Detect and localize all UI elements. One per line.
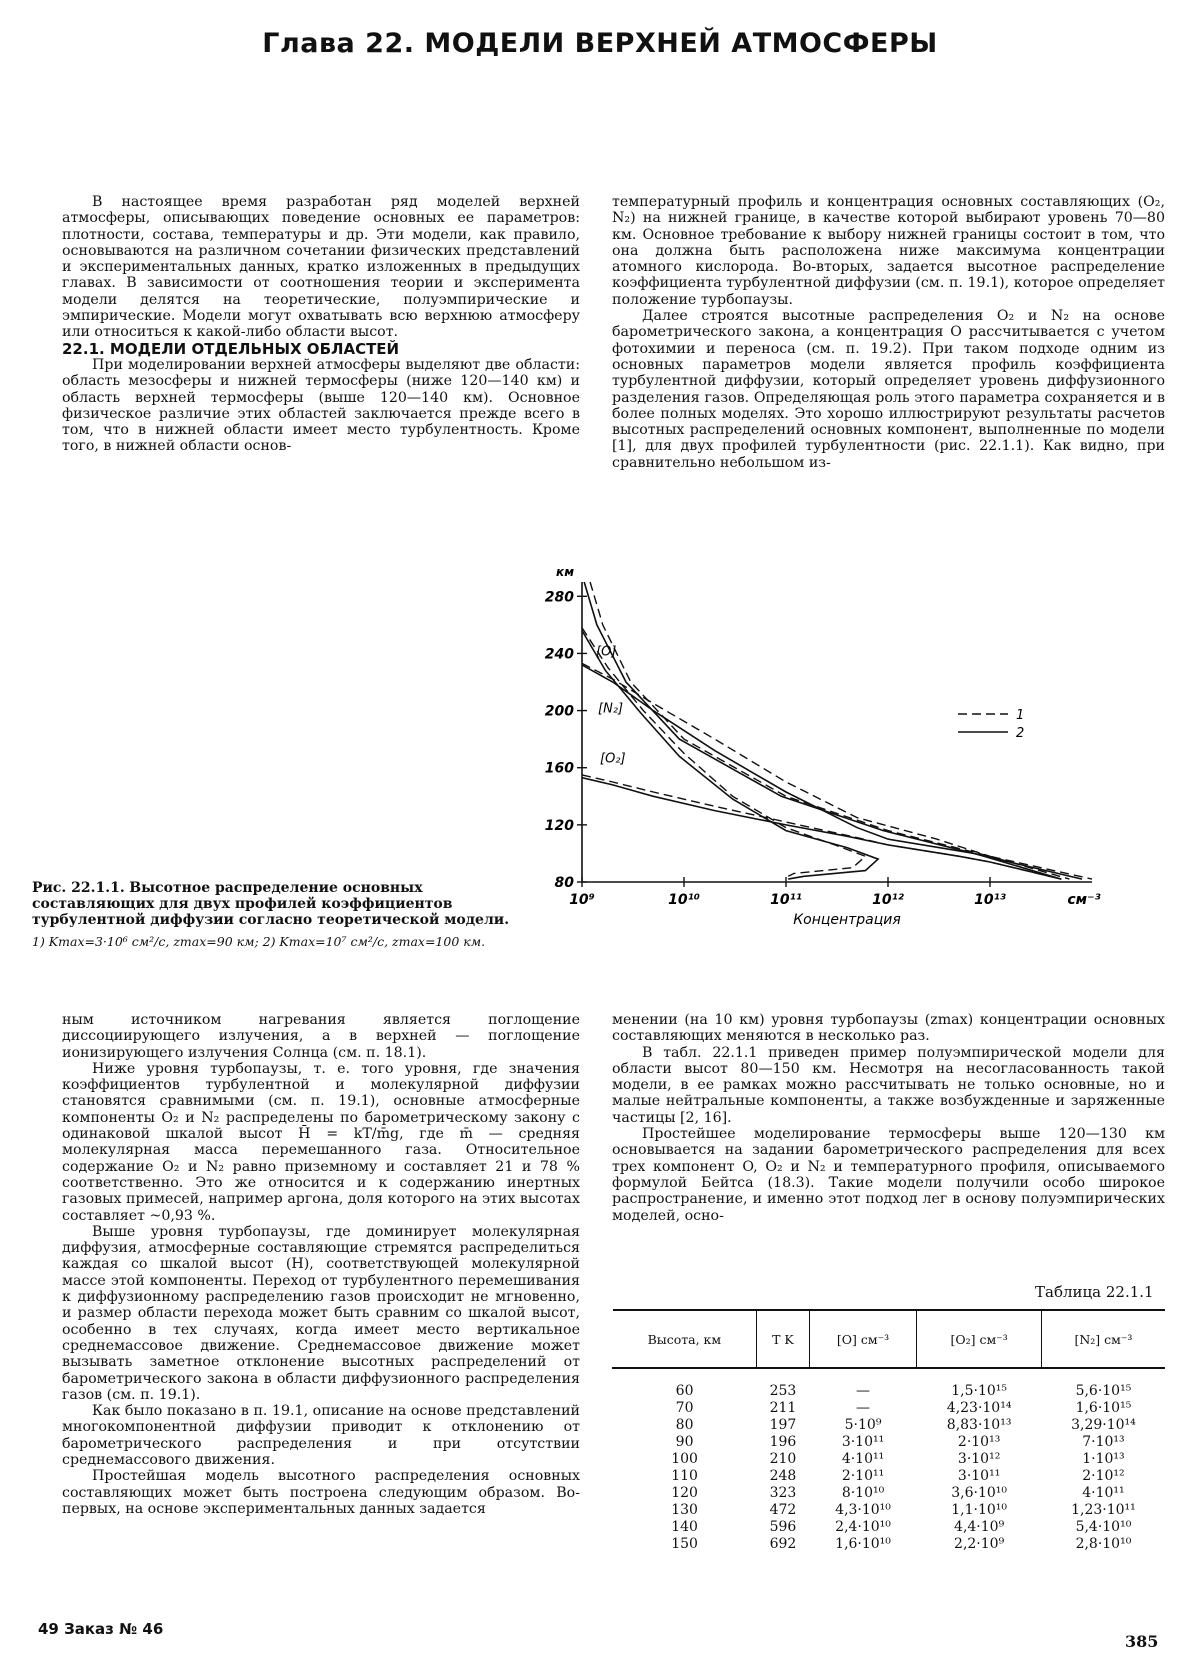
table-cell: 4·10¹¹: [809, 1451, 917, 1468]
series-line: [582, 665, 1061, 879]
table-cell: 4,4·10⁹: [917, 1519, 1042, 1536]
table-cell: 210: [757, 1451, 810, 1468]
y-tick-label: 80: [555, 875, 575, 891]
paragraph: При моделировании верхней атмосферы выделяют две области: область мезосферы и нижней термосферы (ниже 120—140 км) и область верхней термосферы (выше 120—140 км). Основное физическое различие этих областей заключается прежде всего в том, что в нижней области имеет место турбулентность. Кроме того, в нижней области основ-: [62, 357, 580, 455]
table-cell: 110: [613, 1468, 757, 1485]
paragraph: В табл. 22.1.1 приведен пример полуэмпирической модели для области высот 80—150 км. Несмотря на несогласованность такой модели, в ее рамках можно рассчитывать не только основные, но и малые нейтральные компоненты, а также возбужденные и заряженные частицы [2, 16].: [612, 1045, 1165, 1126]
table-cell: —: [809, 1368, 917, 1400]
paragraph: Простейшее моделирование термосферы выше 120—130 км основывается на задании барометрического распределения для всех трех компонент O, O₂ и N₂ и температурного профиля, описываемого формулой Бейтса (18.3). Такие модели получили особо широкое распространение, и именно этот подход лег в основу полуэмпирических моделей, осно-: [612, 1126, 1165, 1224]
y-tick-label: 160: [545, 761, 574, 777]
table-cell: 70: [613, 1400, 757, 1417]
series-line: [582, 631, 878, 880]
table-cell: 2,8·10¹⁰: [1041, 1536, 1165, 1553]
paragraph: Далее строятся высотные распределения O₂ и N₂ на основе барометрического закона, а концентрация O рассчитывается с учетом фотохимии и переноса (см. п. 19.2). При таком подходе одним из основных параметров модели является профиль коэффициента турбулентной диффузии, который определяет уровень диффузионного разделения газов. Определяющая роль этого параметра сохраняется и в более полных моделях. Это хорошо иллюстрируют результаты расчетов высотных распределений основных компонент, выполненные по модели [1], для двух профилей турбулентности (рис. 22.1.1). Как видно, при сравнительно небольшом из-: [612, 308, 1165, 471]
table-row: [613, 1536, 1166, 1553]
y-tick-label: 120: [545, 818, 574, 834]
table-cell: 3·10¹¹: [917, 1468, 1042, 1485]
chart-labels: [545, 565, 1101, 928]
series-line: [584, 582, 1082, 879]
x-tick-label: 10¹⁰: [668, 892, 700, 908]
table-cell: 1,6·10¹⁵: [1041, 1400, 1165, 1417]
table-cell: 4·10¹¹: [1041, 1485, 1165, 1502]
left-column-bottom: [62, 1012, 580, 1517]
y-tick-label: 240: [545, 646, 574, 662]
table-cell: 140: [613, 1519, 757, 1536]
table-cell: 5,6·10¹⁵: [1041, 1368, 1165, 1400]
table-cell: 3,6·10¹⁰: [917, 1485, 1042, 1502]
table-cell: 5,4·10¹⁰: [1041, 1519, 1165, 1536]
table-cell: 211: [757, 1400, 810, 1417]
table-cell: 248: [757, 1468, 810, 1485]
page-title: Глава 22. МОДЕЛИ ВЕРХНЕЙ АТМОСФЕРЫ: [0, 28, 1200, 59]
paragraph: Как было показано в п. 19.1, описание на основе представлений многокомпонентной диффузии приводит к отклонению от барометрического распределения и при отсутствии среднемассового движения.: [62, 1403, 580, 1468]
table-row: [613, 1451, 1166, 1468]
x-tick-label: 10¹³: [974, 892, 1006, 908]
figure-caption: [32, 880, 532, 950]
series-line: [582, 663, 1069, 879]
y-axis-unit: км: [556, 565, 574, 579]
table-cell: 8,83·10¹³: [917, 1417, 1042, 1434]
paragraph: температурный профиль и концентрация основных составляющих (O₂, N₂) на нижней границе, в качестве которой выбирают уровень 70—80 км. Основное требование к выбору нижней границы состоит в том, что она должна быть расположена ниже максимума концентрации атомного кислорода. Во-вторых, задается высотное распределение коэффициента турбулентной диффузии (см. п. 19.1), которое определяет положение турбопаузы.: [612, 194, 1165, 308]
table-cell: 1,5·10¹⁵: [917, 1368, 1042, 1400]
table-cell: 100: [613, 1451, 757, 1468]
table-cell: 4,3·10¹⁰: [809, 1502, 917, 1519]
series-line: [582, 775, 1061, 879]
table-cell: 2·10¹¹: [809, 1468, 917, 1485]
legend-label: 2: [1016, 726, 1024, 741]
table-cell: 196: [757, 1434, 810, 1451]
table-row: [613, 1519, 1166, 1536]
table-cell: 120: [613, 1485, 757, 1502]
x-tick-label: 10⁹: [569, 892, 595, 908]
table-title: Таблица 22.1.1: [1035, 1283, 1154, 1301]
figure-params: 1) Kmax=3·10⁶ см²/с, zmax=90 км; 2) Kmax=10⁷ см²/с, zmax=100 км.: [32, 934, 532, 950]
table-cell: 472: [757, 1502, 810, 1519]
table-row: [613, 1434, 1166, 1451]
table-cell: 1·10¹³: [1041, 1451, 1165, 1468]
table-row: [613, 1468, 1166, 1485]
table-cell: 2,2·10⁹: [917, 1536, 1042, 1553]
table-cell: —: [809, 1400, 917, 1417]
table-cell: 2·10¹²: [1041, 1468, 1165, 1485]
section-heading: 22.1. МОДЕЛИ ОТДЕЛЬНЫХ ОБЛАСТЕЙ: [62, 341, 580, 357]
table-cell: 80: [613, 1417, 757, 1434]
right-column-bottom: [612, 1012, 1165, 1224]
data-table: [612, 1309, 1165, 1553]
table-cell: 5·10⁹: [809, 1417, 917, 1434]
table-cell: 150: [613, 1536, 757, 1553]
altitude-concentration-chart: [560, 570, 1180, 980]
table-cell: 130: [613, 1502, 757, 1519]
table-row: [613, 1502, 1166, 1519]
page-number: 385: [1125, 1632, 1158, 1651]
table-cell: 1,6·10¹⁰: [809, 1536, 917, 1553]
figure-caption-text: Высотное распределение основных составляющих для двух профилей коэффициентов турбулентной диффузии согласно теоретической модели.: [32, 880, 509, 928]
table-row: [613, 1485, 1166, 1502]
x-tick-label: 10¹¹: [770, 892, 802, 908]
table-header: T K: [757, 1310, 810, 1368]
chart-axes: [577, 582, 1092, 887]
x-tick-label: 10¹²: [872, 892, 905, 908]
table-cell: 3·10¹¹: [809, 1434, 917, 1451]
table-cell: 8·10¹⁰: [809, 1485, 917, 1502]
table-cell: 692: [757, 1536, 810, 1553]
y-tick-label: 280: [545, 589, 574, 605]
table-cell: 4,23·10¹⁴: [917, 1400, 1042, 1417]
table-header: Высота, км: [613, 1310, 757, 1368]
table-cell: 197: [757, 1417, 810, 1434]
table-cell: 2·10¹³: [917, 1434, 1042, 1451]
paragraph: менении (на 10 км) уровня турбопаузы (zmax) концентрации основных составляющих меняются в несколько раз.: [612, 1012, 1165, 1045]
table-cell: 596: [757, 1519, 810, 1536]
table-cell: 253: [757, 1368, 810, 1400]
table-cell: 90: [613, 1434, 757, 1451]
curve-label: [O₂]: [600, 752, 626, 767]
legend-label: 1: [1016, 708, 1024, 723]
x-tick-label: см⁻³: [1067, 892, 1100, 908]
table-row: [613, 1400, 1166, 1417]
table-row: [613, 1368, 1166, 1400]
x-axis-label: Концентрация: [793, 912, 901, 928]
y-tick-label: 200: [545, 704, 574, 720]
table-cell: 323: [757, 1485, 810, 1502]
figure-number: Рис. 22.1.1.: [32, 880, 125, 896]
table-row: [613, 1417, 1166, 1434]
paragraph: В настоящее время разработан ряд моделей верхней атмосферы, описывающих поведение основных ее параметров: плотности, состава, температуры и др. Эти модели, как правило, основываются на различном сочетании физических представлений и экспериментальных данных, кратко изложенных в предыдущих главах. В зависимости от соотношения теории и эксперимента модели делятся на теоретические, полуэмпирические и эмпирические. Модели могут охватывать всю верхнюю атмосферу или относиться к какой-либо области высот.: [62, 194, 580, 341]
signature-mark: 49 Заказ № 46: [38, 1620, 163, 1638]
table-header: [O] см⁻³: [809, 1310, 917, 1368]
table-cell: 1,1·10¹⁰: [917, 1502, 1042, 1519]
right-column-top: [612, 194, 1165, 471]
table-header: [N₂] см⁻³: [1041, 1310, 1165, 1368]
paragraph: Выше уровня турбопаузы, где доминирует молекулярная диффузия, атмосферные составляющие стремятся распределиться каждая со шкалой высот (H), соответствующей молекулярной массе этой компоненты. Переход от турбулентного перемешивания к диффузионному распределению газов происходит не мгновенно, и размер области перехода может быть сравним со шкалой высот, особенно в тех случаях, когда имеет место вертикальное среднемассовое движение. Среднемассовое движение может вызывать заметное отклонение высотных распределений от барометрического закона в области диффузионного распределения газов (см. п. 19.1).: [62, 1224, 580, 1403]
series-line: [582, 778, 1061, 879]
paragraph: ным источником нагревания является поглощение диссоциирующего излучения, а в верхней — поглощение ионизирующего излучения Солнца (см. п. 18.1).: [62, 1012, 580, 1061]
table-header: [O₂] см⁻³: [917, 1310, 1042, 1368]
table-cell: 3,29·10¹⁴: [1041, 1417, 1165, 1434]
table-cell: 2,4·10¹⁰: [809, 1519, 917, 1536]
table-cell: 1,23·10¹¹: [1041, 1502, 1165, 1519]
paragraph: Простейшая модель высотного распределения основных составляющих может быть построена следующим образом. Во-первых, на основе экспериментальных данных задается: [62, 1468, 580, 1517]
table-cell: 3·10¹²: [917, 1451, 1042, 1468]
curve-label: [O]: [596, 644, 616, 659]
table-cell: 7·10¹³: [1041, 1434, 1165, 1451]
paragraph: Ниже уровня турбопаузы, т. е. того уровня, где значения коэффициентов турбулентной и молекулярной диффузии становятся сравнимыми (см. п. 19.1), основные атмосферные компоненты O₂ и N₂ распределены по барометрическому закону с одинаковой шкалой высот H̄ = kT/m̄g, где m̄ — средняя молекулярная масса перемешанного газа. Относительное содержание O₂ и N₂ равно приземному и составляет 21 и 78 % соответственно. Это же относится и к содержанию инертных газовых примесей, например аргона, доля которого на этих высотах составляет ~0,93 %.: [62, 1061, 580, 1224]
left-column-top: [62, 194, 580, 455]
curve-label: [N₂]: [598, 702, 623, 717]
table-cell: 60: [613, 1368, 757, 1400]
